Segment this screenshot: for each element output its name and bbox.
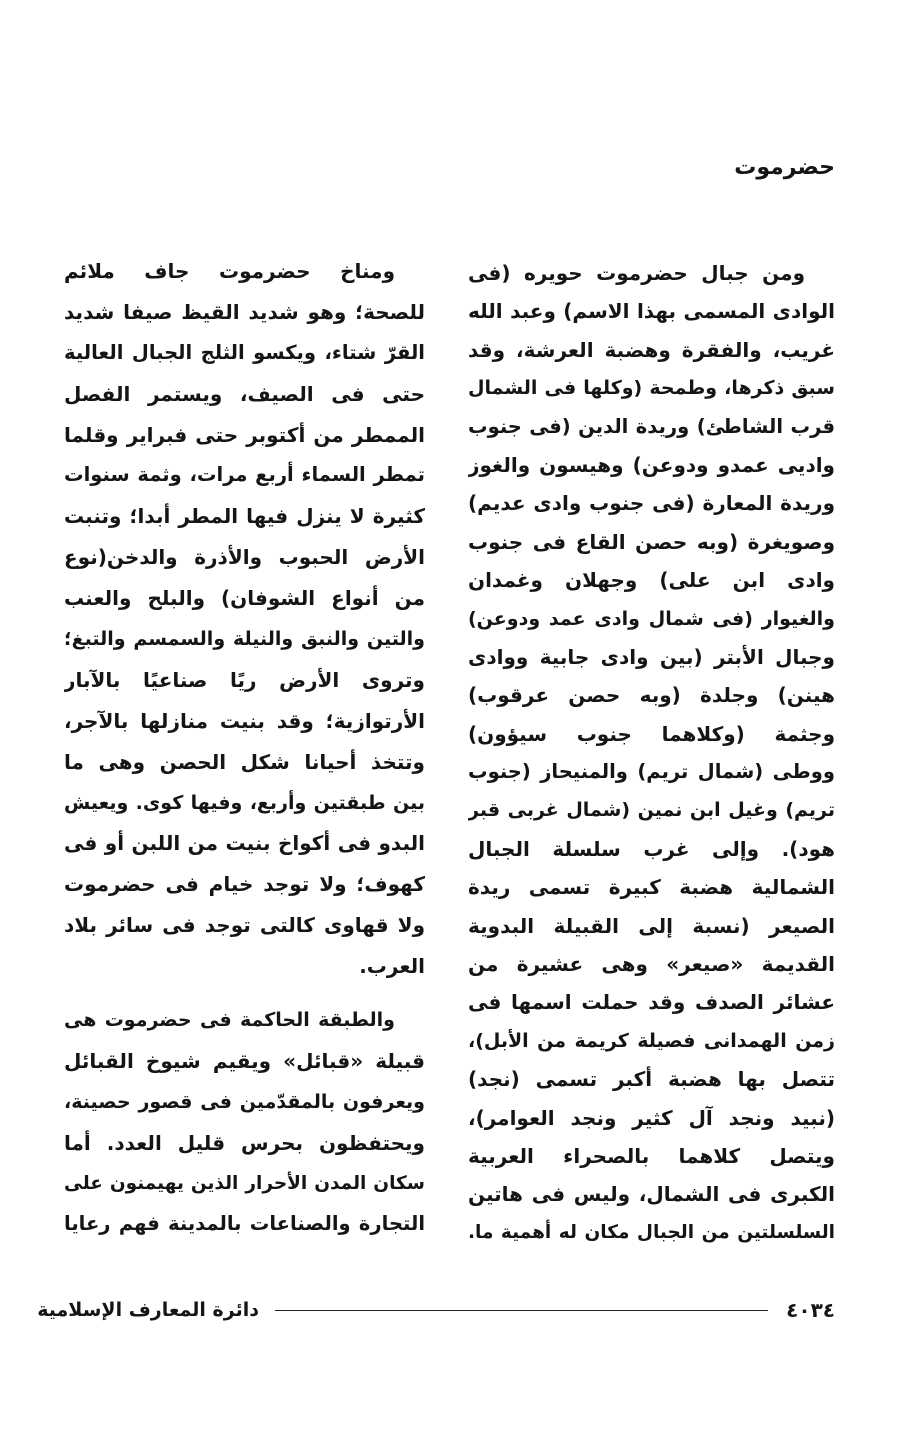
text-line: وادى ابن على) وجهلان وغمدان: [468, 568, 835, 593]
text-line: وجثمة (وكلاهما جنوب سيؤون): [468, 721, 835, 746]
text-line: البدو فى أكواخ بنيت من اللبن أو فى: [64, 831, 425, 856]
paragraph: [64, 1000, 425, 1245]
text-line: زمن الهمدانى فصيلة كريمة من الأبل)،: [468, 1029, 835, 1052]
text-line: من أنواع الشوفان) والبلح والعنب: [64, 586, 425, 611]
text-line: هود). وإلى غرب سلسلة الجبال: [468, 836, 835, 861]
text-line: ويحتفظون بحرس قليل العدد. أما: [64, 1130, 425, 1155]
text-line: قبيلة «قبائل» ويقيم شيوخ القبائل: [64, 1048, 425, 1073]
text-line: ومناخ حضرموت جاف ملائم: [64, 259, 395, 283]
text-line: واديى عمدو ودوعن) وهيسون والغوز: [468, 452, 835, 477]
text-line: هينن) وجلدة (وبه حصن عرقوب): [468, 683, 835, 708]
text-line: الصيعر (نسبة إلى القبيلة البدوية: [468, 913, 835, 938]
text-line: والغيوار (فى شمال وادى عمد ودوعن): [468, 607, 835, 630]
text-line: التجارة والصناعات بالمدينة فهم رعايا: [64, 1212, 425, 1236]
text-line: ووطى (شمال تريم) والمنيحاز (جنوب: [468, 760, 835, 784]
text-line: ومن جبال حضرموت حويره (فى: [468, 261, 805, 285]
left-column: [64, 251, 425, 1245]
text-line: بين طبقتين وأربع، وفيها كوى. ويعيش: [64, 791, 425, 814]
paragraph: [468, 254, 835, 1252]
text-line: وريدة المعارة (فى جنوب وادى عديم): [468, 491, 835, 516]
text-line: الشمالية هضبة كبيرة تسمى ريدة: [468, 875, 835, 900]
text-line: ويتصل كلاهما بالصحراء العربية: [468, 1143, 835, 1168]
text-line: الكبرى فى الشمال، وليس فى هاتين: [468, 1182, 835, 1207]
text-line: كهوف؛ ولا توجد خيام فى حضرموت: [64, 872, 425, 897]
text-line: تريم) وغيل ابن نمين (شمال غربى قبر: [468, 799, 835, 822]
text-line: وتروى الأرض ريًا صناعيًا بالآبار: [64, 667, 425, 692]
text-line: القديمة «صيعر» وهى عشيرة من: [468, 952, 835, 977]
text-line: والطبقة الحاكمة فى حضرموت هى: [64, 1009, 395, 1032]
text-line: كثيرة لا ينزل فيها المطر أبدا؛ وتنبت: [64, 504, 425, 529]
text-line: الممطر من أكتوبر حتى فبراير وقلما: [64, 422, 425, 447]
text-line: وجبال الأبتر (بين وادى جابية ووادى: [468, 644, 835, 669]
right-column: [468, 254, 835, 1252]
text-line: والتين والنبق والنيلة والسمسم والتبغ؛: [64, 628, 425, 651]
text-line: (نبيد ونجد آل كثير ونجد العوامر)،: [468, 1105, 835, 1130]
text-line: الأرتوازية؛ وقد بنيت منازلها بالآجر،: [64, 708, 425, 733]
text-line: تتصل بها هضبة أكبر تسمى (نجد): [468, 1067, 835, 1092]
text-line: العرب.: [359, 954, 425, 979]
text-line: السلسلتين من الجبال مكان له أهمية ما.: [468, 1221, 835, 1243]
text-line: عشائر الصدف وقد حملت اسمها فى: [468, 990, 835, 1015]
text-line: الأرض الحبوب والأذرة والدخن(نوع: [64, 545, 425, 570]
text-line: للصحة؛ وهو شديد القيظ صيفا شديد: [64, 299, 425, 324]
text-line: ويعرفون بالمقدّمين فى قصور حصينة،: [64, 1090, 425, 1113]
text-line: قرب الشاطئ) وريدة الدين (فى جنوب: [468, 414, 835, 438]
text-line: سبق ذكرها، وطمحة (وكلها فى الشمال: [468, 377, 835, 400]
text-line: القرّ شتاء، ويكسو الثلج الجبال العالية: [64, 340, 425, 364]
text-line: ولا قهاوى كالتى توجد فى سائر بلاد: [64, 913, 425, 938]
running-title: حضرموت: [734, 155, 835, 180]
text-line: وصويغرة (وبه حصن القاع فى جنوب: [468, 529, 835, 554]
paragraph: [64, 251, 425, 987]
publication-title: دائرة المعارف الإسلامية: [37, 1299, 259, 1321]
text-line: وتتخذ أحيانا شكل الحصن وهى ما: [64, 749, 425, 774]
text-line: سكان المدن الأحرار الذين يهيمنون على: [64, 1172, 425, 1194]
text-line: حتى فى الصيف، ويستمر الفصل: [64, 381, 425, 406]
text-line: الوادى المسمى بهذا الاسم) وعبد الله: [468, 299, 835, 324]
text-line: غريب، والفقرة وهضبة العرشة، وقد: [468, 337, 835, 362]
page-number: ٤٠٣٤: [786, 1298, 835, 1322]
text-line: تمطر السماء أربع مرات، وثمة سنوات: [64, 463, 425, 487]
footer-rule: [275, 1310, 768, 1311]
